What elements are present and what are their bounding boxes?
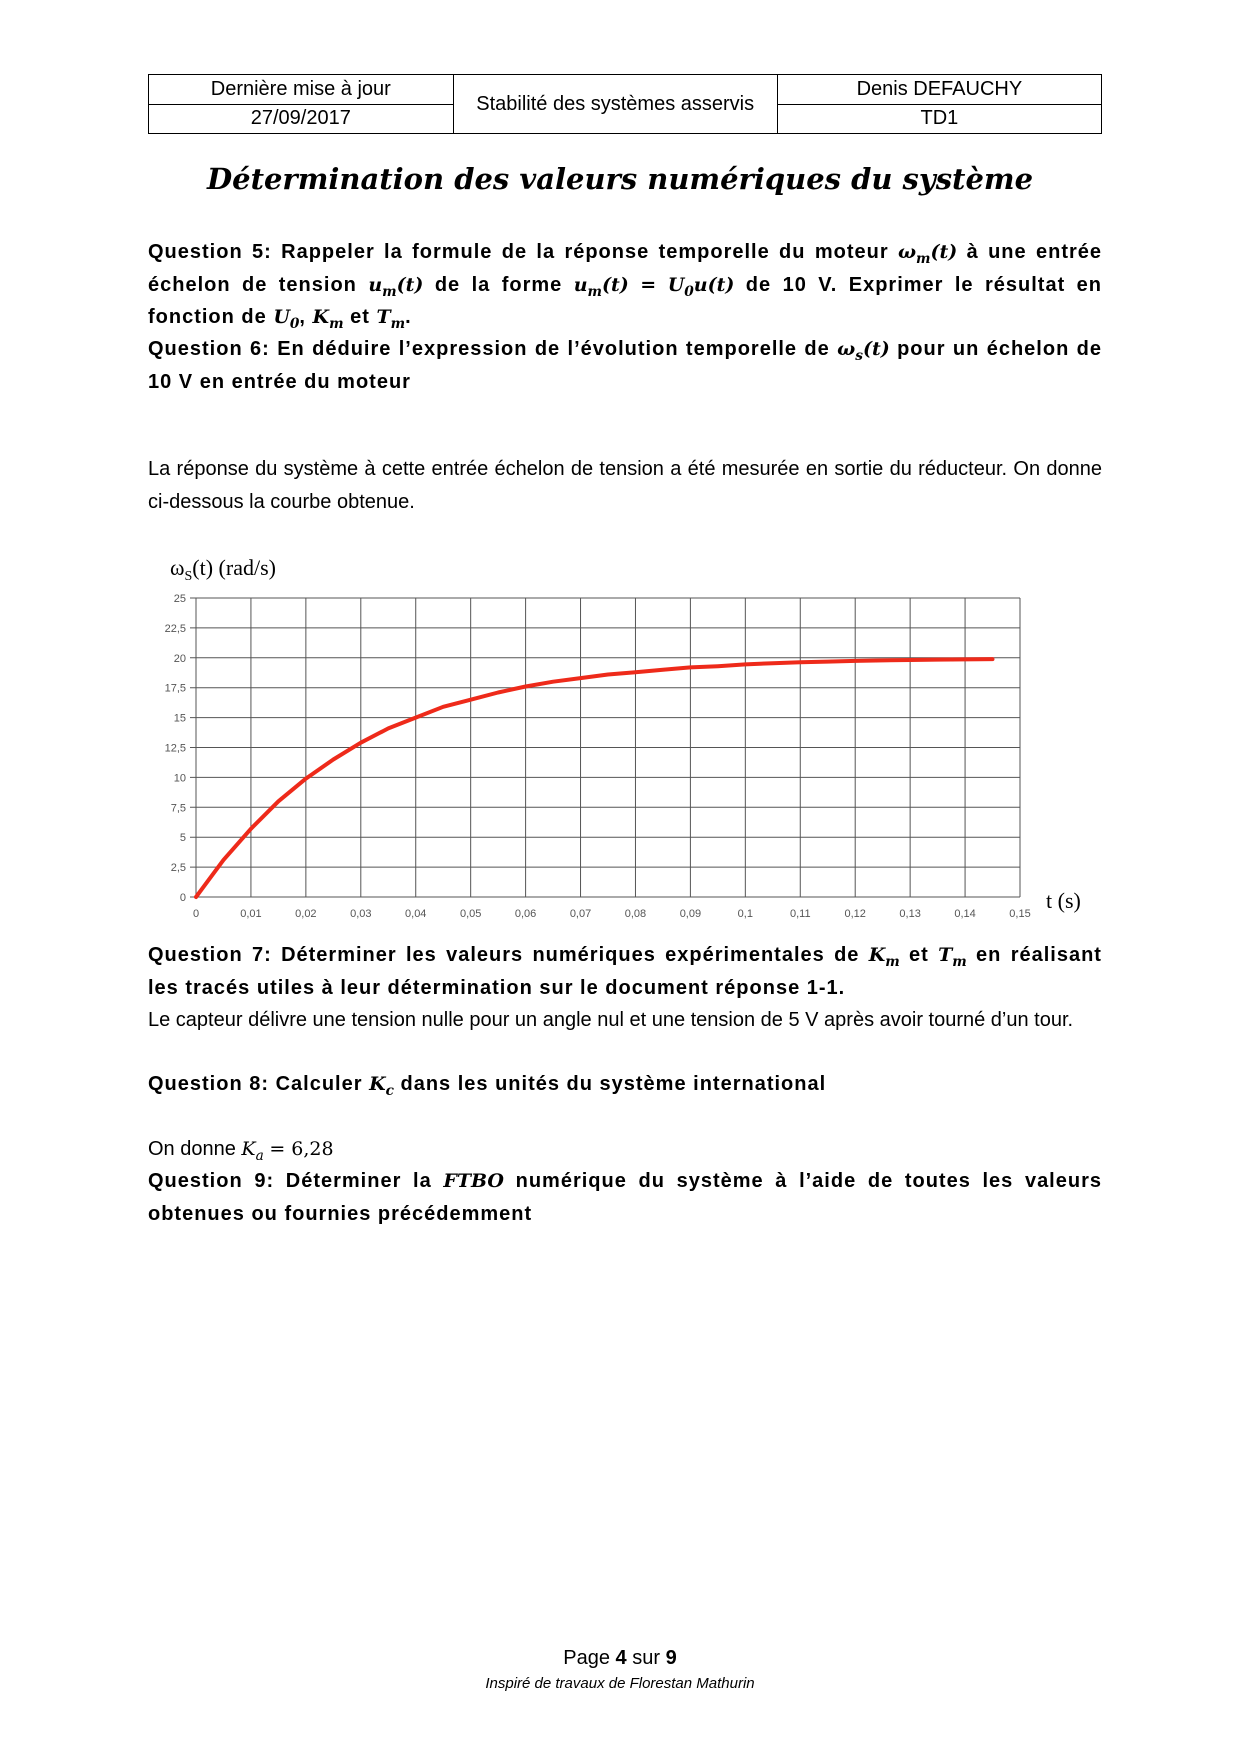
q5-text-3: de la forme <box>434 273 563 296</box>
x-tick-label: 0,03 <box>350 908 372 920</box>
ka-value: = 6,28 <box>269 1138 334 1160</box>
q5-label: Question 5: <box>148 241 272 263</box>
y-tick-label: 20 <box>173 652 186 665</box>
y-tick-label: 17,5 <box>164 682 186 695</box>
q8-kc: $K_c$ <box>369 1073 394 1099</box>
x-tick-label: 0,08 <box>624 908 647 920</box>
q6-text-1: En déduire l’expression de l’évolution temporelle de <box>277 338 830 360</box>
q5-um-equation: $u_m(t) = U_0u(t)$ <box>573 273 735 300</box>
doc-id: TD1 <box>777 104 1101 134</box>
page-number: Page 4 sur 9 <box>563 1647 677 1669</box>
paragraph-ka <box>148 1133 1102 1166</box>
series-line-0 <box>196 659 993 897</box>
q7-text-1: Déterminer les valeurs numériques expérimentales de <box>281 944 860 966</box>
q9-ftbo: FTBO <box>443 1170 504 1192</box>
update-date: 27/09/2017 <box>149 104 454 134</box>
chart-grid <box>190 598 1020 897</box>
q7-km: $K_m$ <box>868 944 900 970</box>
question-6 <box>148 333 1102 398</box>
question-8 <box>148 1068 1102 1101</box>
ka-symbol: $K_a$ <box>241 1138 264 1164</box>
x-tick-label: 0,07 <box>569 908 592 920</box>
q5-omega-m: $\omega_m(t)$ <box>897 241 958 267</box>
paragraph-sensor: Le capteur délivre une tension nulle pour un angle nul et une tension de 5 V après avoir tourné d’un tour. <box>148 1009 1074 1031</box>
y-tick-label: 12,5 <box>164 742 186 755</box>
q5-text-4: de 10 V. Exprimer le résultat en fonction de <box>148 273 1102 328</box>
q5-km: $K_m$ <box>312 306 344 332</box>
question-7: Question 7: Déterminer les valeurs numériques expérimentales de $K_m$ et $T_m$ en réalisant les tracés utiles à leur détermination sur le document réponse 1-1. <box>148 944 1102 999</box>
page-title: Détermination des valeurs numériques du système <box>206 162 1034 196</box>
q5-tm: $T_m$ <box>376 306 406 332</box>
x-tick-label: 0,14 <box>954 908 976 920</box>
q5-text-2: à une entrée échelon de tension <box>148 241 1103 296</box>
x-tick-label: 0,04 <box>405 908 427 920</box>
q6-label: Question 6: <box>148 338 270 360</box>
y-tick-label: 22,5 <box>164 622 186 635</box>
question-5: Question 5: Rappeler la formule de la réponse temporelle du moteur $\omega_m(t)$ à une entrée échelon de tension $u_m(t)$ de la forme $u_m(t) = U_0u(t)$ de 10 V. Exprimer le résultat en fonction de $U_0$, $K_m$ et $T_m$. <box>148 241 1103 332</box>
x-tick-labels <box>193 908 1031 920</box>
y-tick-label: 7,5 <box>170 802 186 815</box>
question-9 <box>148 1165 1102 1230</box>
header-table <box>148 74 1102 134</box>
q9-text-1: Déterminer la <box>285 1170 432 1192</box>
response-chart <box>140 552 1100 926</box>
q8-text-1: Calculer <box>275 1073 363 1095</box>
x-tick-label: 0,11 <box>789 908 811 920</box>
y-tick-label: 0 <box>179 892 186 904</box>
x-tick-label: 0 <box>192 908 200 920</box>
x-tick-label: 0,05 <box>459 908 482 920</box>
y-tick-label: 10 <box>173 772 186 785</box>
y-tick-label: 5 <box>179 832 186 845</box>
x-tick-label: 0,06 <box>514 908 537 920</box>
q5-text-1: Rappeler la formule de la réponse temporelle du moteur <box>281 241 889 263</box>
course-title: Stabilité des systèmes asservis <box>453 75 777 134</box>
x-tick-label: 0,02 <box>295 908 317 920</box>
x-tick-label: 0,09 <box>679 908 702 920</box>
y-tick-labels <box>165 593 186 904</box>
x-axis-label: t (s) <box>1046 888 1081 913</box>
chart-series <box>196 659 993 897</box>
y-axis-label: $\omega_S(t)$ (rad/s) <box>170 555 276 584</box>
q5-u0: $U_0$ <box>273 306 300 332</box>
footer-note: Inspiré de travaux de Florestan Mathurin <box>485 1675 755 1692</box>
x-tick-label: 0,1 <box>737 908 753 920</box>
ka-text: On donne <box>148 1138 236 1160</box>
q5-um: $u_m(t)$ <box>368 273 424 300</box>
y-tick-label: 25 <box>173 593 186 605</box>
x-tick-label: 0,15 <box>1009 908 1031 920</box>
q7-tm: $T_m$ <box>938 944 967 970</box>
x-tick-label: 0,12 <box>844 908 866 920</box>
q8-label: Question 8: <box>148 1073 270 1095</box>
last-update-label: Dernière mise à jour <box>149 75 454 105</box>
q6-omega-s: $\omega_s(t)$ <box>837 338 890 364</box>
x-tick-label: 0,13 <box>899 908 921 920</box>
x-tick-label: 0,01 <box>240 908 262 920</box>
q8-text-2: dans les unités du système international <box>400 1073 827 1095</box>
y-tick-label: 15 <box>173 712 186 725</box>
y-tick-label: 2,5 <box>170 862 186 875</box>
q9-label: Question 9: <box>148 1170 275 1192</box>
q6-text-2: pour un échelon de 10 V en entrée du moteur <box>148 338 1102 393</box>
paragraph-response: La réponse du système à cette entrée échelon de tension a été mesurée en sortie du réducteur. On donne ci-dessous la courbe obtenue. <box>148 458 1102 513</box>
q7-label: Question 7: <box>148 944 272 966</box>
author-name: Denis DEFAUCHY <box>777 75 1101 105</box>
q9-text-2: numérique du système à l’aide de toutes les valeurs obtenues ou fournies précédemment <box>148 1170 1102 1225</box>
q7-text-3: en réalisant les tracés utiles à leur détermination sur le document réponse 1-1. <box>148 944 1102 999</box>
